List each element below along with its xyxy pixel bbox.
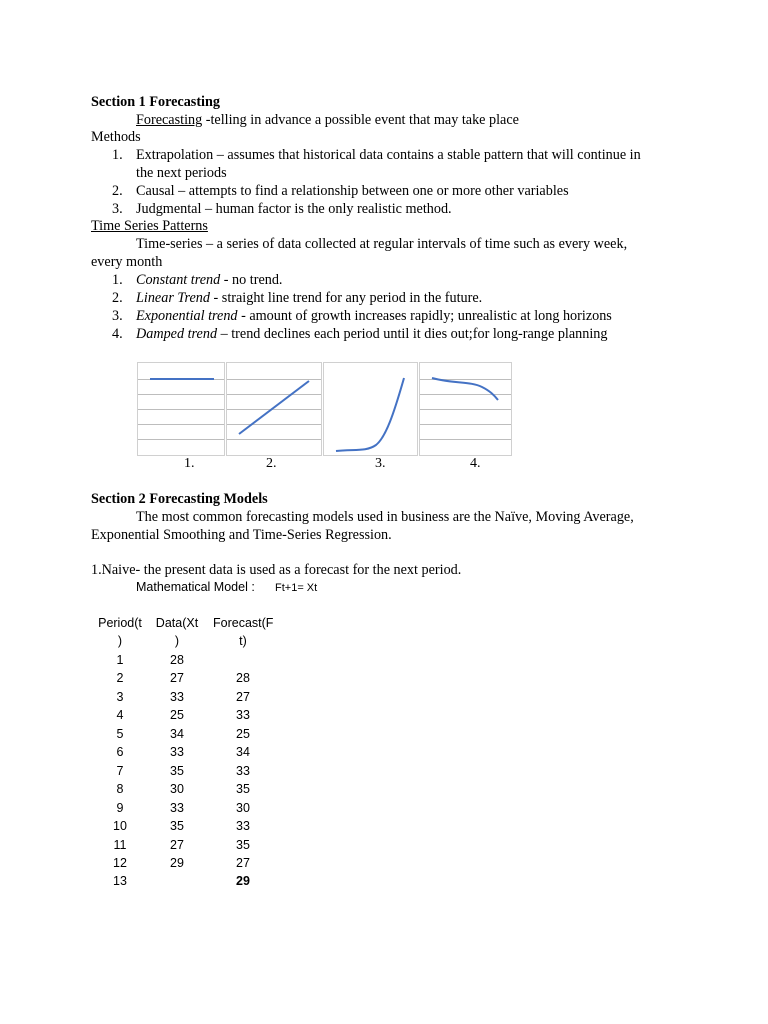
constant-trend-chart — [137, 362, 225, 456]
forecasting-def-text: -telling in advance a possible event that may take place — [202, 112, 519, 128]
linear-trend-chart — [226, 362, 322, 456]
chart-label-1: 1. — [184, 456, 195, 471]
math-model-label: Mathematical Model : — [136, 580, 255, 594]
pattern-item — [136, 290, 482, 307]
table-cell-period: 10 — [113, 819, 127, 834]
forecasting-term: Forecasting — [136, 112, 203, 128]
table-cell-data: 27 — [170, 671, 184, 686]
pattern-name: Exponential trend — [136, 308, 238, 324]
table-cell-period: 3 — [116, 689, 124, 704]
table-cell-period: 13 — [113, 874, 127, 889]
table-cell-data: 25 — [170, 708, 184, 723]
chart-label-3: 3. — [375, 456, 386, 471]
column-header-forecast: Forecast(F t) — [213, 616, 274, 648]
table-cell-data: 30 — [170, 782, 184, 797]
section2-title: Section 2 Forecasting Models — [91, 491, 268, 507]
table-cell-data: 35 — [170, 763, 184, 778]
section2-intro-continued: Exponential Smoothing and Time-Series Regression. — [91, 527, 392, 543]
table-cell-forecast: 35 — [236, 782, 250, 797]
method-text: Causal – attempts to find a relationship between one or more other variables — [136, 183, 569, 199]
linear-trend-line — [239, 381, 309, 434]
table-cell-forecast: 33 — [236, 708, 250, 723]
damped-trend-line — [432, 378, 498, 400]
table-cell-period: 2 — [116, 671, 124, 686]
table-cell-period: 11 — [113, 837, 127, 852]
method-text: Judgmental – human factor is the only realistic method. — [136, 201, 452, 217]
table-cell-period: 12 — [113, 855, 127, 870]
method-number: 3. — [112, 201, 123, 217]
method-text-continued: the next periods — [136, 165, 227, 181]
pattern-name: Linear Trend — [136, 290, 210, 306]
table-cell-forecast: 34 — [236, 745, 250, 760]
table-cell-data: 27 — [170, 837, 184, 852]
table-cell-forecast: 30 — [236, 800, 250, 815]
pattern-desc: - amount of growth increases rapidly; unrealistic at long horizons — [237, 308, 612, 324]
table-cell-period: 6 — [116, 745, 124, 760]
pattern-desc: - no trend. — [220, 272, 283, 288]
chart-label-4: 4. — [470, 456, 481, 471]
table-cell-forecast: 27 — [236, 689, 250, 704]
methods-heading: Methods — [91, 129, 141, 145]
table-cell-data: 28 — [170, 653, 184, 667]
time-series-patterns-heading: Time Series Patterns — [91, 218, 208, 234]
time-series-definition: Time-series – a series of data collected at regular intervals of time such as every week, — [136, 236, 628, 252]
table-cell-forecast: 33 — [236, 819, 250, 834]
column-header-data: Data(Xt ) — [155, 616, 199, 648]
table-cell-data: 33 — [170, 745, 184, 760]
table-cell-period: 8 — [116, 782, 124, 797]
table-cell-period: 1 — [116, 653, 124, 667]
table-cell-data: 33 — [170, 800, 184, 815]
table-cell-data: 29 — [170, 855, 184, 870]
exponential-trend-chart — [323, 362, 418, 456]
table-cell-forecast: 29 — [236, 874, 250, 889]
pattern-number: 4. — [112, 326, 123, 342]
table-cell-period: 7 — [116, 763, 124, 778]
pattern-number: 2. — [112, 290, 123, 306]
table-cell-data: 34 — [170, 726, 184, 741]
forecasting-definition — [136, 112, 519, 129]
table-cell-period: 4 — [116, 708, 124, 723]
pattern-name: Damped trend — [136, 326, 218, 342]
method-text: Extrapolation – assumes that historical data contains a stable pattern that will continue in — [136, 147, 641, 163]
pattern-desc: – trend declines each period until it dies out;for long-range planning — [217, 326, 608, 342]
pattern-desc: - straight line trend for any period in the future. — [209, 290, 483, 306]
section2-intro: The most common forecasting models used in business are the Naïve, Moving Average, — [136, 509, 634, 525]
table-cell-forecast: 25 — [236, 726, 250, 741]
naive-description: 1.Naive- the present data is used as a forecast for the next period. — [91, 562, 462, 578]
time-series-definition-continued: every month — [91, 254, 163, 270]
pattern-name: Constant trend — [136, 272, 221, 288]
exponential-trend-line — [336, 378, 404, 451]
method-number: 2. — [112, 183, 123, 199]
pattern-number: 1. — [112, 272, 123, 288]
pattern-item — [136, 326, 608, 343]
chart-label-2: 2. — [266, 456, 277, 471]
pattern-item — [136, 308, 612, 325]
damped-trend-chart — [419, 362, 512, 456]
table-cell-forecast: 27 — [236, 855, 250, 870]
table-cell-data: 33 — [170, 689, 184, 704]
method-number: 1. — [112, 147, 123, 163]
table-cell-forecast: 33 — [236, 763, 250, 778]
table-cell-period: 5 — [116, 726, 124, 741]
table-cell-forecast: 28 — [236, 671, 250, 686]
math-model-formula: Ft+1= Xt — [275, 582, 318, 594]
section1-title: Section 1 Forecasting — [91, 94, 220, 110]
table-cell-forecast: 35 — [236, 837, 250, 852]
table-cell-data: 35 — [170, 819, 184, 834]
table-cell-period: 9 — [116, 800, 124, 815]
pattern-number: 3. — [112, 308, 123, 324]
column-header-period: Period(t ) — [98, 616, 142, 648]
pattern-item — [136, 272, 282, 289]
